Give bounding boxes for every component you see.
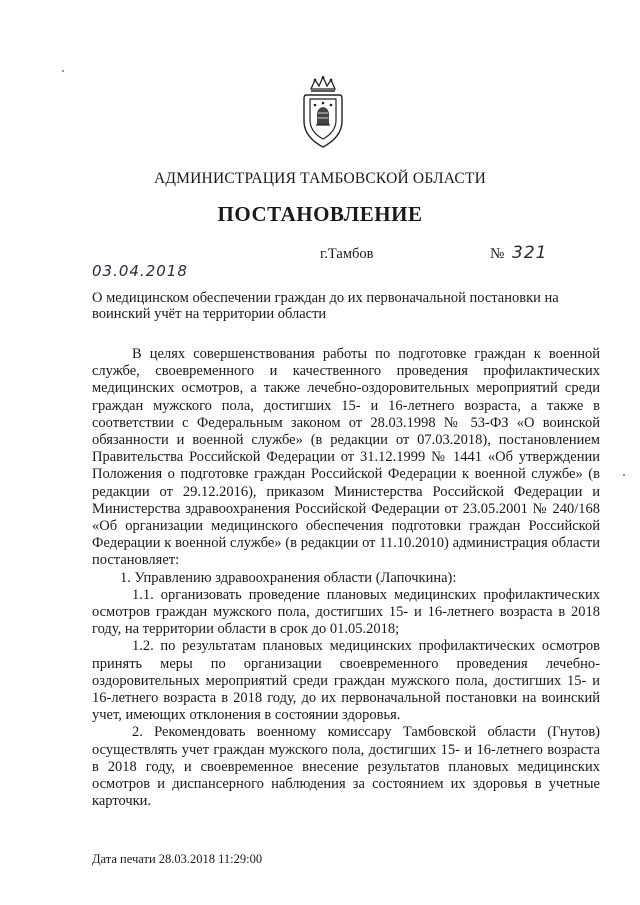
document-subject: О медицинском обеспечении граждан до их первоначальной постановки на воинский учёт на территории области: [92, 290, 559, 322]
document-body: [92, 346, 600, 810]
print-date-footer: Дата печати 28.03.2018 11:29:00: [92, 852, 263, 866]
number-label: №: [490, 246, 505, 262]
organization-name: АДМИНИСТРАЦИЯ ТАМБОВСКОЙ ОБЛАСТИ: [154, 170, 486, 187]
clause-1: 1. Управлению здравоохранения области (Лапочкина):: [120, 569, 457, 586]
clause-2: 2. Рекомендовать военному комиссару Тамбовской области (Гнутов) осуществлять учет граждан мужского пола, достигших 15- и 16-летнего возраста в 2018 году, и своевременное внесение результатов плановых медицинских осмотров и диспансерного наблюдения за состоянием их здоровья в учетные карточки.: [92, 724, 600, 810]
coat-of-arms-icon: [301, 75, 345, 151]
clause-1-1: 1.1. организовать проведение плановых медицинских профилактических осмотров граждан мужского пола, достигших 15- и 16-летнего возраста в 2018 году, на территории области в срок до 01.05.2018;: [92, 586, 600, 638]
scan-speck: [623, 474, 625, 476]
city-label: г.Тамбов: [320, 246, 374, 262]
document-type-title: ПОСТАНОВЛЕНИЕ: [217, 202, 423, 226]
clause-1-2: 1.2. по результатам плановых медицинских профилактических осмотров принять меры по организации своевременного проведения лечебно-оздоровительных мероприятий среди граждан мужского пола, достигших 15- и 16-летнего возраста в 2018 году, до их первоначальной постановки на воинский учет, имеющих отклонения в состоянии здоровья.: [92, 638, 600, 724]
document-number: 321: [512, 243, 548, 263]
scan-speck: [62, 70, 64, 72]
document-date: 03.04.2018: [92, 262, 188, 280]
preamble-paragraph: В целях совершенствования работы по подготовке граждан к военной службе, своевременного и качественного проведения профилактических медицинских осмотров, а также лечебно-оздоровительных мероприятий среди граждан мужского пола, достигших 15- и 16-летнего возраста, а также в соответствии с Федеральным законом от 28.03.1998 № 53-ФЗ «О воинской обязанности и военной службе» (в редакции от 07.03.2018), постановлением Правительства Российской Федерации от 31.12.1999 № 1441 «Об утверждении Положения о подготовке граждан Российской Федерации к военной службе» (в редакции от 29.12.2016), приказом Министерства Российской Федерации и Министерства здравоохранения Российской Федерации от 23.05.2001 № 240/168 «Об организации медицинского обеспечения подготовки граждан Российской Федерации к военной службе» (в редакции от 11.10.2010) администрация области постановляет:: [92, 346, 600, 569]
